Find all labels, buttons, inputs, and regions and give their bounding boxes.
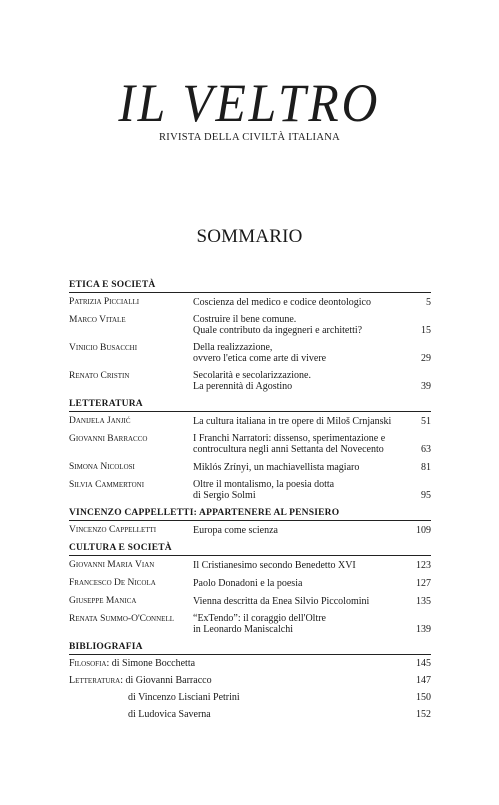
entry-title-line: ovvero l'etica come arte di vivere (193, 353, 327, 364)
entry-page-number: 152 (416, 709, 431, 720)
section-heading: LETTERATURA (69, 398, 431, 412)
entry-title-line: “ExTendo”: il coraggio dell'Oltre (193, 613, 326, 624)
entry-page-number: 139 (416, 624, 431, 635)
toc-entry[interactable] (69, 556, 431, 574)
toc-entry[interactable] (69, 476, 431, 504)
bibliography-author: di Giovanni Barracco (123, 675, 212, 686)
entry-title-line: Coscienza del medico e codice deontologico (193, 297, 371, 308)
entry-page-number: 147 (416, 675, 431, 686)
entry-title (193, 578, 401, 589)
bibliography-text (69, 675, 401, 686)
entry-author: Simona Nicolosi (69, 462, 135, 472)
entry-page-number: 81 (421, 462, 431, 473)
bibliography-text (69, 709, 401, 720)
entry-page-number: 39 (421, 381, 431, 392)
entry-author: Renata Summo-O'Connell (69, 614, 174, 624)
section-heading: ETICA E SOCIETÀ (69, 279, 431, 293)
entry-title (193, 342, 401, 364)
entry-title-line: Paolo Donadoni e la poesia (193, 578, 303, 589)
entry-author: Giovanni Barracco (69, 434, 148, 444)
bibliography-text (69, 692, 401, 703)
entry-title-line: Vienna descritta da Enea Silvio Piccolomini (193, 596, 370, 607)
entry-title-line: Secolarità e secolarizzazione. (193, 370, 311, 381)
entry-title-line: controcultura negli anni Settanta del Novecento (193, 444, 384, 455)
entry-author: Silvia Cammertoni (69, 480, 145, 490)
toc-entry[interactable] (69, 458, 431, 476)
entry-title-line: Costruire il bene comune. (193, 314, 297, 325)
toc-title: SOMMARIO (196, 226, 303, 247)
toc-entry[interactable] (69, 430, 431, 458)
entry-title (193, 462, 401, 473)
entry-page-number: 51 (421, 416, 431, 427)
entry-page-number: 29 (421, 353, 431, 364)
toc-entry[interactable] (69, 521, 431, 539)
toc-entry[interactable] (69, 367, 431, 395)
entry-author: Renato Cristin (69, 371, 130, 381)
entry-author: Francesco De Nicola (69, 578, 156, 588)
journal-subtitle: RIVISTA DELLA CIVILTÀ ITALIANA (158, 132, 341, 143)
section-heading: VINCENZO CAPPELLETTI: APPARTENERE AL PENSIERO (69, 507, 431, 521)
entry-title (193, 297, 401, 308)
entry-page-number: 15 (421, 325, 431, 336)
bibliography-category: Filosofia: (69, 658, 110, 669)
entry-title (193, 525, 401, 536)
journal-logo: IL VELTRO (118, 73, 381, 133)
entry-author: Giuseppe Manica (69, 596, 137, 606)
bibliography-author: di Ludovica Saverna (128, 709, 211, 720)
toc-entry[interactable] (69, 592, 431, 610)
bibliography-category: Letteratura: (69, 675, 123, 686)
section-heading: CULTURA E SOCIETÀ (69, 542, 431, 556)
toc-entry[interactable] (69, 412, 431, 430)
entry-title-line: Il Cristianesimo secondo Benedetto XVI (193, 560, 356, 571)
entry-title-line: di Sergio Solmi (193, 490, 256, 501)
bibliography-author: di Simone Bocchetta (109, 658, 196, 669)
bibliography-entry[interactable] (69, 672, 431, 689)
toc-entry[interactable] (69, 311, 431, 339)
entry-title (193, 314, 401, 336)
entry-title-line: La cultura italiana in tre opere di Miloš Crnjanski (193, 416, 392, 427)
entry-author: Giovanni Maria Vian (69, 560, 155, 570)
entry-title-line: Quale contributo da ingegneri e architetti? (193, 325, 363, 336)
bibliography-entry[interactable] (69, 706, 431, 723)
entry-title (193, 560, 401, 571)
entry-author: Marco Vitale (69, 315, 126, 325)
entry-page-number: 95 (421, 490, 431, 501)
entry-page-number: 5 (426, 297, 431, 308)
entry-title (193, 416, 401, 427)
entry-title (193, 370, 401, 392)
entry-page-number: 127 (416, 578, 431, 589)
entry-page-number: 145 (416, 658, 431, 669)
entry-title-line: Miklós Zrínyi, un machiavellista magiaro (193, 462, 360, 473)
bibliography-text (69, 658, 401, 669)
masthead (0, 74, 499, 143)
bibliography-entry[interactable] (69, 689, 431, 706)
entry-author: Vincenzo Cappelletti (69, 525, 157, 535)
entry-title (193, 433, 401, 455)
entry-author: Patrizia Piccialli (69, 297, 140, 307)
entry-author: Vinicio Busacchi (69, 343, 138, 353)
entry-title (193, 479, 401, 501)
entry-page-number: 63 (421, 444, 431, 455)
entry-author: Danijela Janjić (69, 416, 131, 426)
entry-page-number: 135 (416, 596, 431, 607)
entry-page-number: 109 (416, 525, 431, 536)
bibliography-entry[interactable] (69, 655, 431, 672)
entry-title-line: Della realizzazione, (193, 342, 273, 353)
entry-title-line: Oltre il montalismo, la poesia dotta (193, 479, 335, 490)
table-of-contents (69, 279, 431, 723)
toc-entry[interactable] (69, 293, 431, 311)
section-heading: BIBLIOGRAFIA (69, 641, 431, 655)
entry-title (193, 613, 401, 635)
entry-title-line: Europa come scienza (193, 525, 278, 536)
entry-title (193, 596, 401, 607)
toc-entry[interactable] (69, 574, 431, 592)
bibliography-author: di Vincenzo Lisciani Petrini (128, 692, 240, 703)
toc-entry[interactable] (69, 610, 431, 638)
entry-title-line: La perennità di Agostino (193, 381, 293, 392)
entry-page-number: 150 (416, 692, 431, 703)
entry-page-number: 123 (416, 560, 431, 571)
toc-entry[interactable] (69, 339, 431, 367)
entry-title-line: I Franchi Narratori: dissenso, sperimentazione e (193, 433, 386, 444)
entry-title-line: in Leonardo Maniscalchi (193, 624, 293, 635)
